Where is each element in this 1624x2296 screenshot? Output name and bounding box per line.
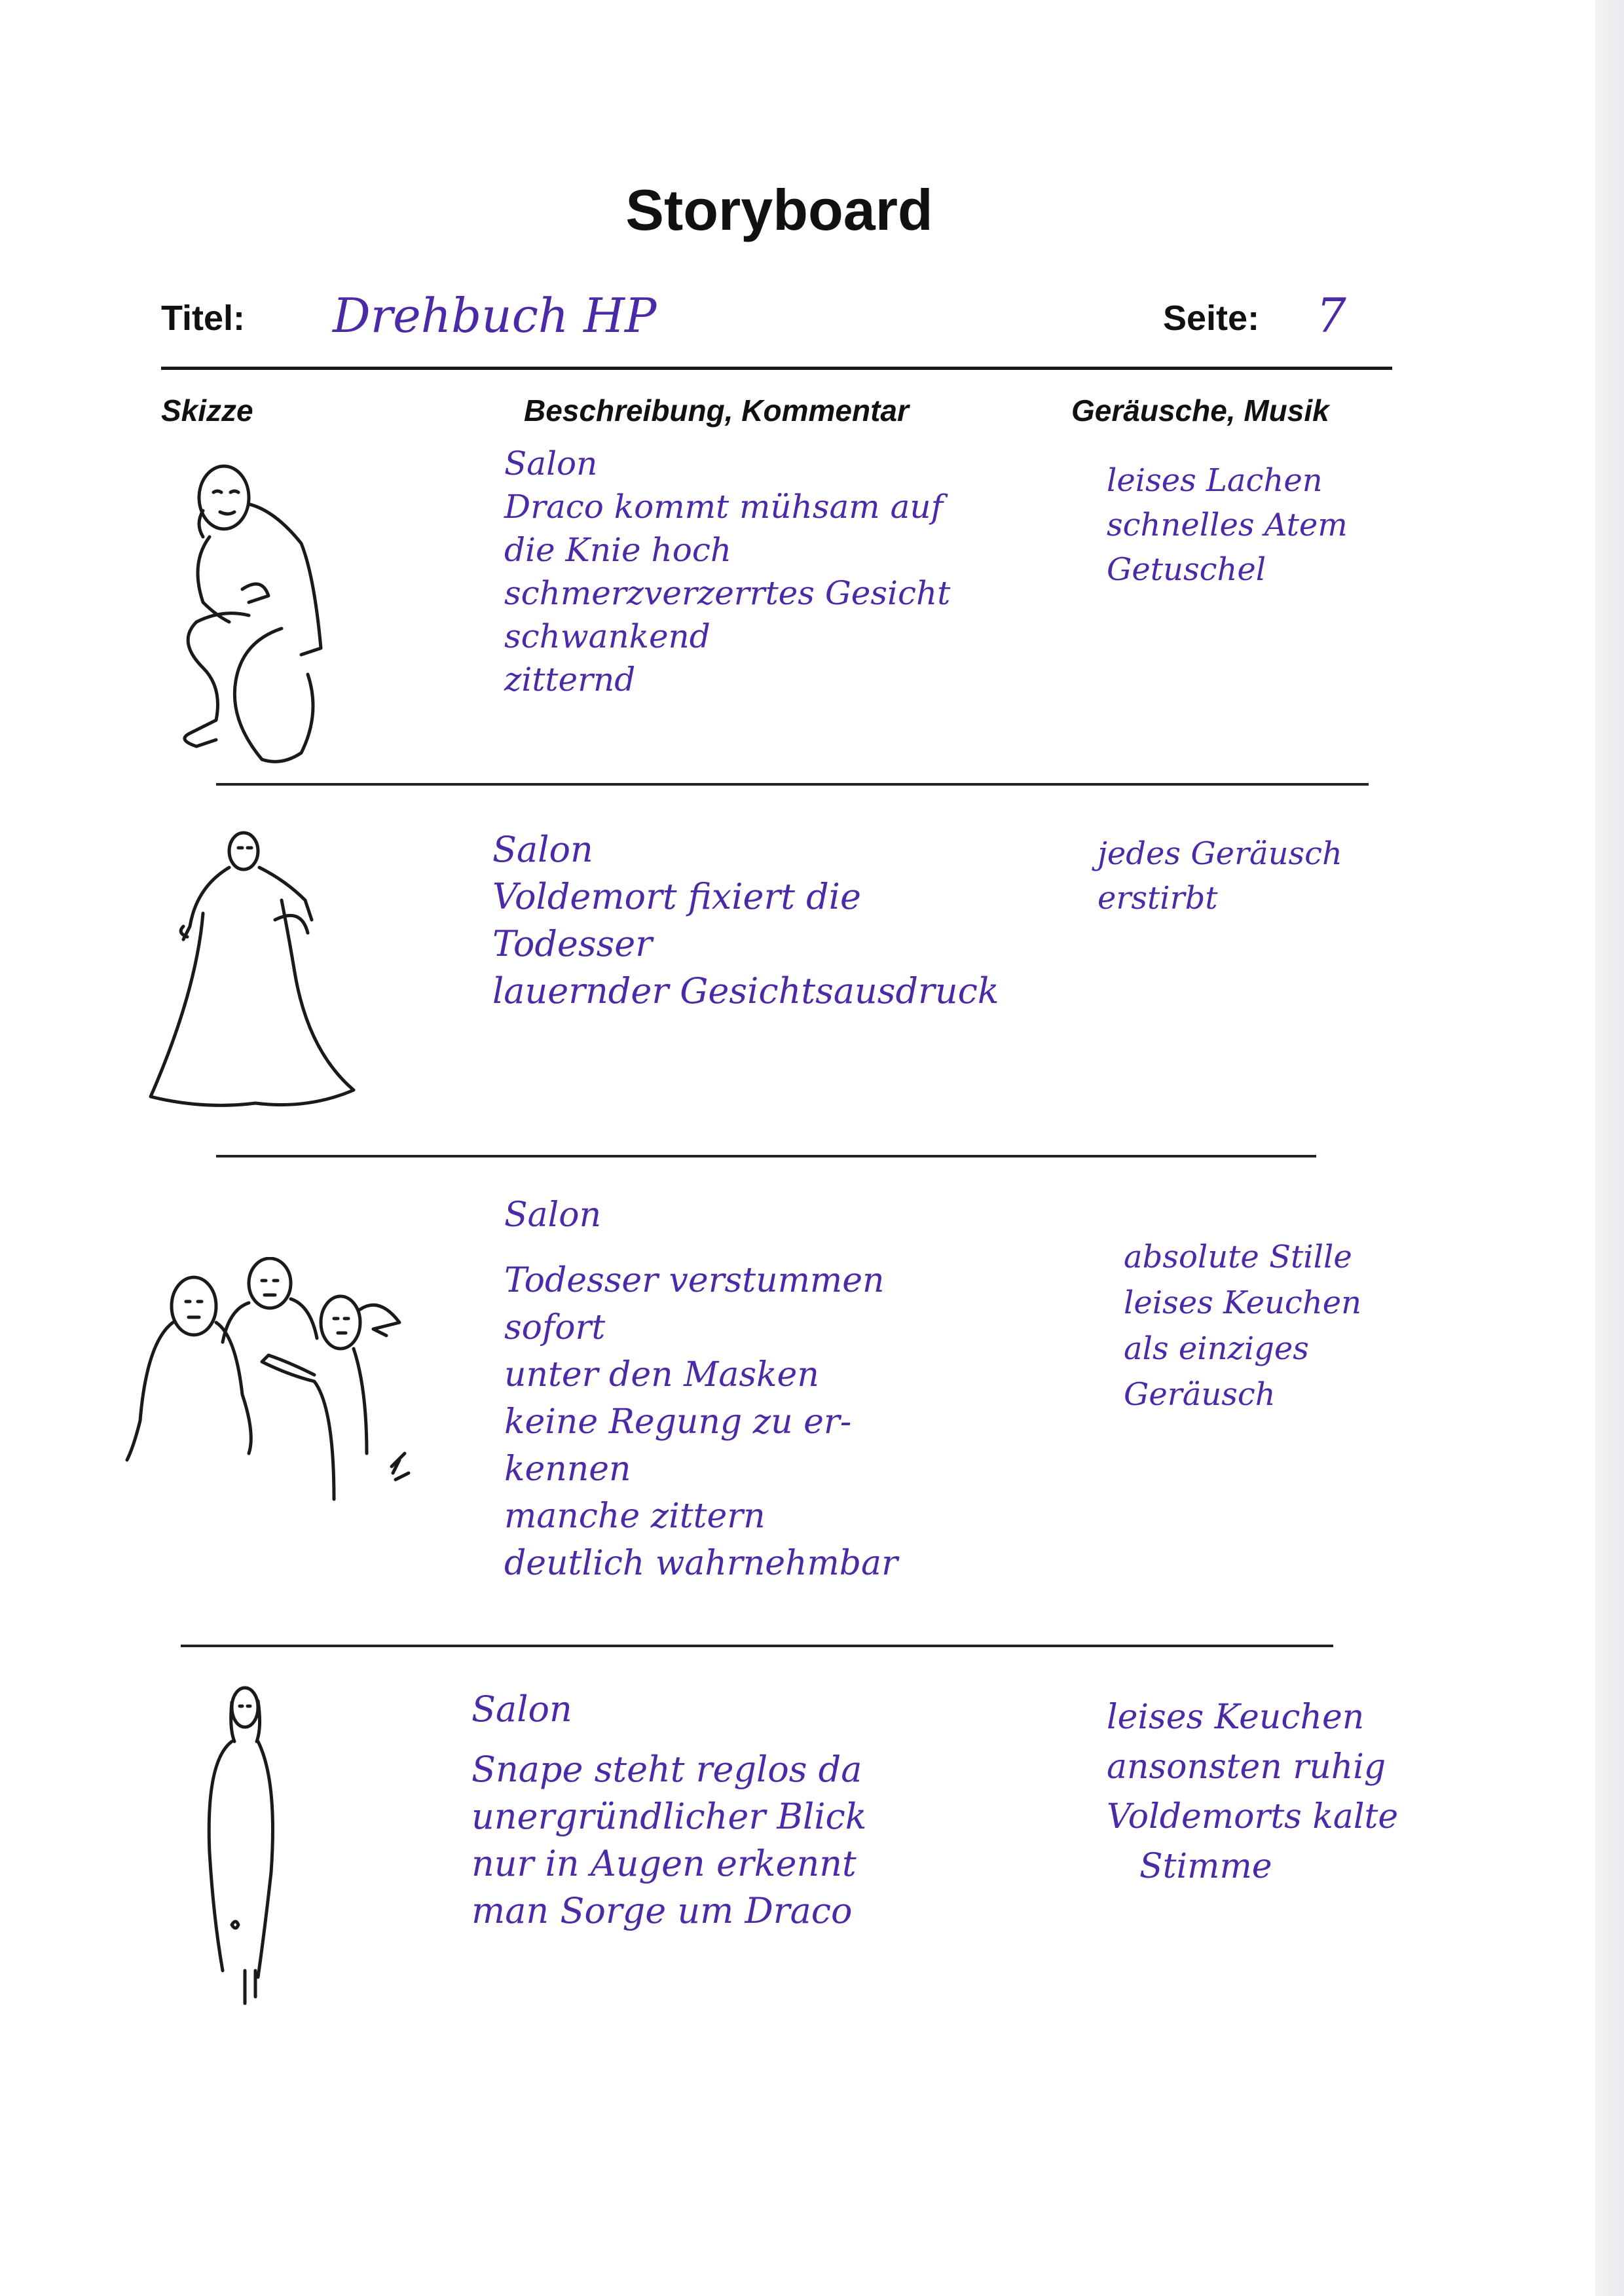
description-line: lauernder Gesichtsausdruck	[492, 970, 999, 1011]
scene-3-description	[504, 1192, 898, 1587]
scene-divider	[216, 783, 1369, 786]
description-line: zitternd	[504, 661, 636, 699]
sound-line: Stimme	[1139, 1847, 1272, 1886]
robed-figure-sketch	[144, 828, 367, 1116]
sound-line: erstirbt	[1098, 880, 1218, 917]
title-label: Titel:	[161, 299, 246, 338]
description-line: unter den Masken	[504, 1355, 819, 1394]
sound-line: schnelles Atem	[1107, 507, 1348, 543]
description-line: schmerzverzerrtes Gesicht	[504, 574, 951, 612]
description-line: Salon	[504, 445, 598, 483]
sound-line: leises Keuchen	[1124, 1285, 1362, 1321]
scene-3-sound	[1124, 1234, 1361, 1417]
kneeling-figure-sketch	[151, 452, 373, 766]
scene-4-description	[471, 1686, 867, 1935]
sound-line: leises Lachen	[1107, 462, 1323, 499]
sound-line: jedes Geräusch	[1098, 835, 1342, 872]
description-line: Todesser verstummen	[504, 1261, 885, 1300]
description-line: unergründlicher Blick	[471, 1796, 867, 1837]
description-line: nur in Augen erkennt	[471, 1843, 857, 1884]
sound-line: Geräusch	[1124, 1376, 1276, 1413]
description-line: man Sorge um Draco	[471, 1890, 853, 1931]
sound-line: ansonsten ruhig	[1107, 1747, 1386, 1787]
description-line: Salon	[471, 1688, 572, 1730]
title-value: Drehbuch HP	[333, 288, 657, 343]
sound-line: leises Keuchen	[1107, 1698, 1365, 1737]
description-line: keine Regung zu er-	[504, 1402, 852, 1442]
title-rule	[161, 367, 1392, 370]
column-header-sketch: Skizze	[161, 393, 253, 428]
description-line: schwankend	[504, 617, 710, 655]
description-line: deutlich wahrnehmbar	[504, 1544, 898, 1583]
sound-line: als einziges	[1124, 1330, 1309, 1367]
description-line: Voldemort fixiert die	[492, 876, 861, 917]
description-line: Salon	[492, 829, 593, 870]
page-value: 7	[1316, 288, 1346, 343]
scene-2-sound	[1098, 831, 1342, 920]
column-header-description: Beschreibung, Kommentar	[524, 393, 909, 428]
description-line: Snape steht reglos da	[471, 1749, 862, 1790]
sound-line: absolute Stille	[1124, 1239, 1352, 1275]
page-heading: Storyboard	[625, 177, 933, 242]
sound-line: Getuschel	[1107, 551, 1266, 588]
description-line: Draco kommt mühsam auf	[504, 488, 944, 526]
scene-4-sound	[1107, 1692, 1398, 1891]
scene-1-sound	[1107, 458, 1348, 592]
description-line: Salon	[504, 1195, 602, 1235]
page-label: Seite:	[1163, 299, 1260, 338]
standing-figure-sketch	[190, 1683, 288, 2010]
group-of-figures-sketch	[118, 1257, 419, 1532]
scene-2-description	[492, 826, 999, 1015]
scene-divider	[181, 1645, 1333, 1647]
description-line: die Knie hoch	[504, 531, 732, 569]
description-line: manche zittern	[504, 1497, 766, 1536]
description-line: kennen	[504, 1449, 631, 1489]
column-header-sound: Geräusche, Musik	[1071, 393, 1329, 428]
sound-line: Voldemorts kalte	[1107, 1797, 1399, 1836]
scene-divider	[216, 1155, 1316, 1157]
scene-1-description	[504, 442, 950, 701]
page-edge-shadow	[1595, 0, 1624, 2296]
description-line: sofort	[504, 1308, 606, 1347]
description-line: Todesser	[492, 923, 653, 964]
